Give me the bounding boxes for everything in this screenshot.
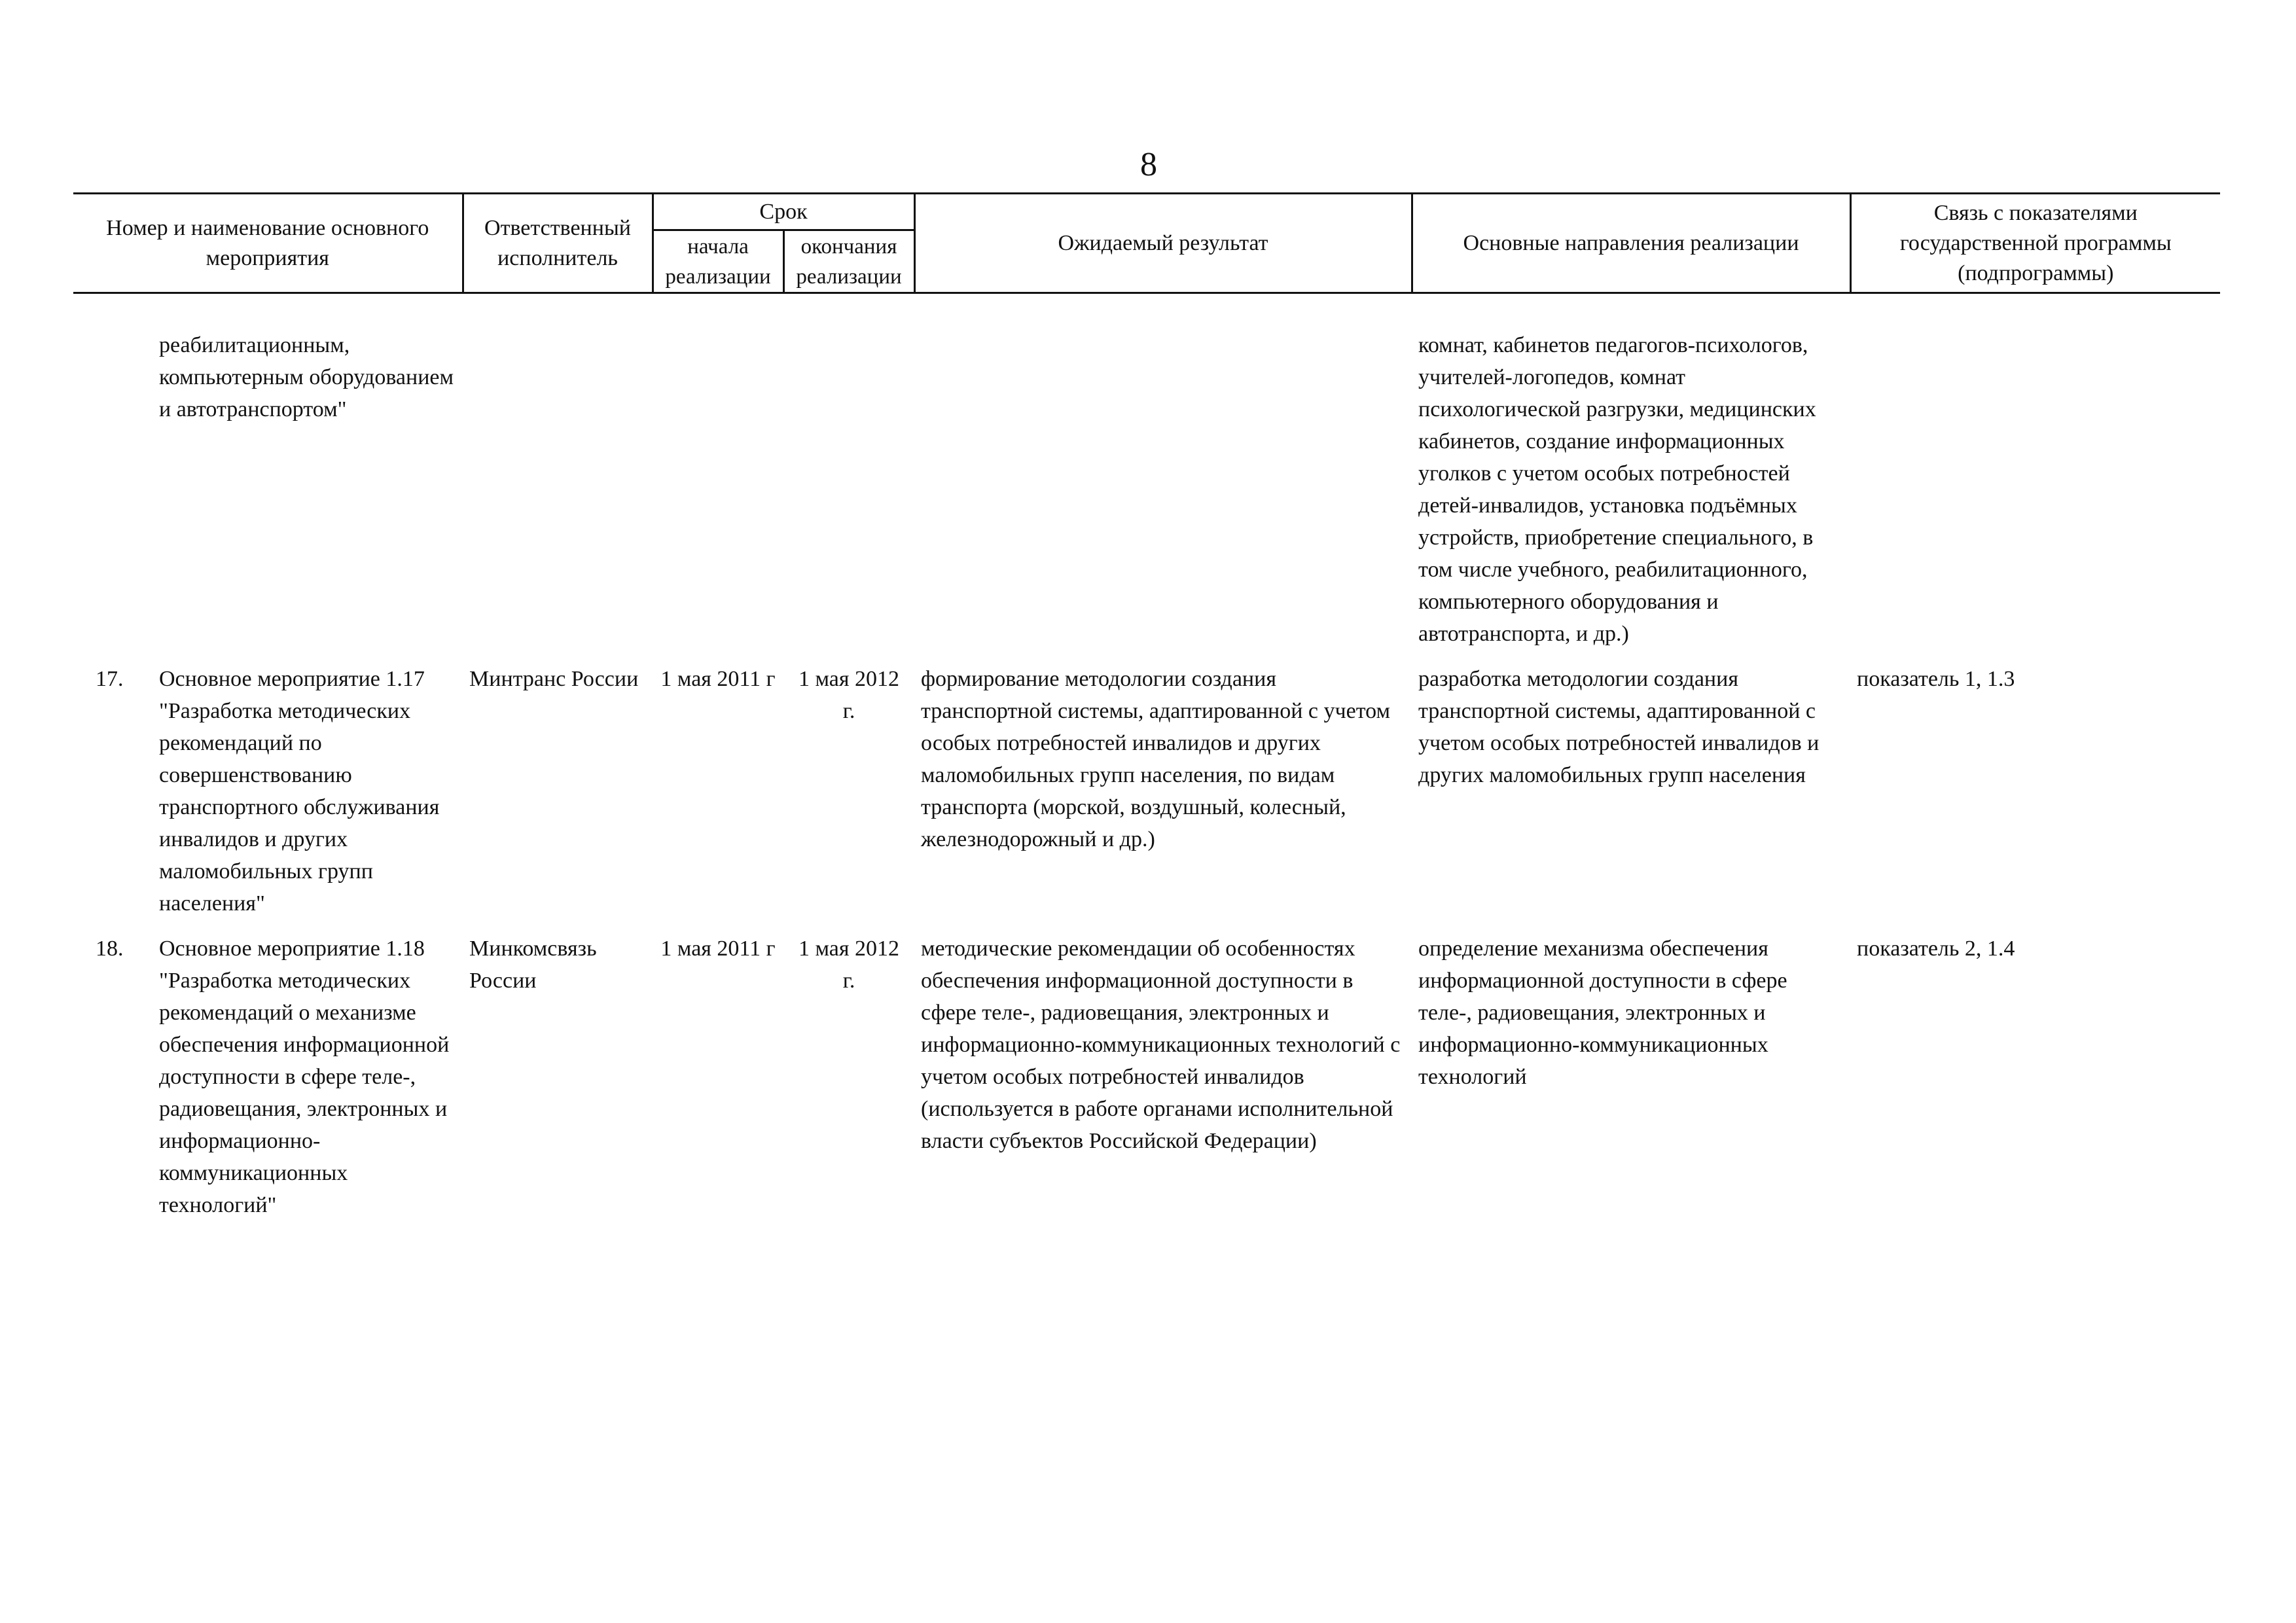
header-end: окончания реализации <box>783 230 914 293</box>
program-table-container <box>73 192 2220 1234</box>
header-executor: Ответственный исполнитель <box>463 194 653 293</box>
cell-num: 17. <box>96 667 124 691</box>
cell-executor: Минтранс России <box>469 667 639 691</box>
header-result: Ожидаемый результат <box>914 194 1412 293</box>
cell-result <box>914 293 1412 664</box>
cell-result: методические рекомендации об особенностях обеспечения информационной доступности в сфере теле-, радиовещания, электронных и информационно-коммуникационных технологий с учетом особых потребностей инвалидов (используется в работе органами исполнительной власти субъектов Российской Федерации) <box>921 936 1401 1153</box>
page-number: 8 <box>1140 146 1157 183</box>
cell-link: показатель 1, 1.3 <box>1857 667 2015 691</box>
cell-directions: комнат, кабинетов педагогов-психологов, учителей-логопедов, комнат психологической разгрузки, медицинских кабинетов, создание информационных уголков с учетом особых потребностей детей-инвалидов, установка подъёмных устройств, приобретение специального, в том числе учебного, реабилитационного, компьютерного оборудования и автотранспорта, и др.) <box>1418 333 1816 646</box>
cell-executor: Минкомсвязь России <box>469 936 597 993</box>
cell-end <box>783 293 914 664</box>
cell-link <box>1850 293 2220 664</box>
table-header <box>73 194 2220 293</box>
header-start: начала реализации <box>653 230 783 293</box>
header-name: Номер и наименование основного мероприятия <box>73 194 463 293</box>
table-row-continuation <box>73 293 2220 664</box>
header-directions: Основные направления реализации <box>1412 194 1850 293</box>
cell-start <box>653 293 783 664</box>
header-link: Связь с показателями государственной программы (подпрограммы) <box>1850 194 2220 293</box>
cell-num <box>73 293 147 664</box>
cell-executor <box>463 293 653 664</box>
cell-directions: разработка методологии создания транспортной системы, адаптированной с учетом особых потребностей инвалидов и других маломобильных групп населения <box>1418 667 1820 787</box>
cell-num: 18. <box>96 936 124 961</box>
cell-name: Основное мероприятие 1.18 "Разработка методических рекомендаций о механизме обеспечения информационной доступности в сфере теле-, радиовещания, электронных и информационно-коммуникационных технологий" <box>159 936 450 1217</box>
cell-end: 1 мая 2012 г. <box>798 667 900 723</box>
table-body <box>73 293 2220 1235</box>
table-row <box>73 663 2220 933</box>
cell-end: 1 мая 2012 г. <box>798 936 900 993</box>
table-row <box>73 933 2220 1234</box>
cell-name: Основное мероприятие 1.17 "Разработка методических рекомендаций по совершенствованию транспортного обслуживания инвалидов и других маломобильных групп населения" <box>159 667 440 916</box>
cell-result: формирование методологии создания транспортной системы, адаптированной с учетом особых потребностей инвалидов и других маломобильных групп населения, по видам транспорта (морской, воздушный, колесный, железнодорожный и др.) <box>921 667 1390 851</box>
header-term: Срок <box>653 194 914 230</box>
cell-directions: определение механизма обеспечения информационной доступности в сфере теле-, радиовещания, электронных и информационно-коммуникационных технологий <box>1418 936 1787 1089</box>
program-table <box>73 192 2220 1234</box>
cell-link: показатель 2, 1.4 <box>1857 936 2015 961</box>
cell-start: 1 мая 2011 г <box>660 667 776 691</box>
cell-name: реабилитационным, компьютерным оборудованием и автотранспортом" <box>159 333 454 421</box>
cell-start: 1 мая 2011 г <box>660 936 776 961</box>
